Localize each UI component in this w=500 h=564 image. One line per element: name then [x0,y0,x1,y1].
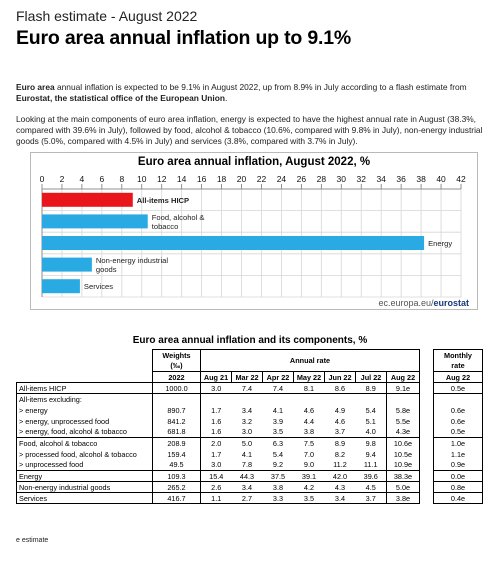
table-cell: 10.5e [387,449,420,460]
table-cell: 5.0 [232,438,263,449]
table-cell: 3.7 [356,493,387,504]
x-tick-label: 34 [376,174,386,184]
bar-label-4: Services [83,282,114,292]
table-cell: 681.8 [153,427,201,438]
monthly-row [434,438,483,449]
table-cell: 3.9 [272,416,284,426]
bar-1 [42,214,148,228]
bar-0 [42,193,133,207]
bar-4 [42,279,80,293]
inflation-table [16,349,420,504]
table-cell: 49.5 [153,460,201,471]
monthly-row [434,383,483,394]
table-row [17,427,420,438]
row-label: Non-energy industrial goods [17,482,153,493]
table-cell [201,394,232,405]
table-cell: 37.5 [263,471,294,482]
table-cell: 890.7 [153,405,201,416]
table-row [17,383,420,394]
monthly-row [434,460,483,471]
table-cell: 3.8 [303,427,315,437]
table-cell: 6.3 [263,438,294,449]
x-tick-label: 30 [336,174,347,184]
monthly-row [434,493,483,504]
table-cell: 4.1 [272,405,284,415]
table-cell: 3.2 [241,416,253,426]
table-cell: 3.0 [201,383,232,394]
table-cell: 8.9 [325,438,356,449]
monthly-body [434,383,483,504]
row-label: All-items HICP [17,383,153,394]
table-cell: 9.0 [303,460,315,470]
table-cell: 8.6 [325,383,356,394]
table-row [17,394,420,405]
table-cell: 5.0e [387,482,420,493]
table-cell: 1.6 [211,427,222,437]
monthly-header: Monthly [434,350,483,361]
table-cell: 3.7 [334,427,346,437]
row-label: Services [17,493,153,504]
monthly-cell: 0.0e [434,471,483,482]
table-cell: 3.0 [211,460,222,470]
table-cell: 38.3e [387,471,420,482]
table-cell: 8.9 [356,383,387,394]
row-label: > processed food, alcohol & tobacco [17,449,153,460]
table-cell: 5.5e [387,416,420,427]
table-cell: 5.4 [356,405,387,416]
table-cell [387,394,420,405]
table-cell: 841.2 [153,416,201,427]
table-cell: 4.0 [356,427,387,438]
x-tick-label: 8 [119,174,125,184]
x-tick-label: 14 [176,174,187,184]
table-cell: 4.1 [241,449,253,459]
bar-2 [42,236,424,250]
table-title: Euro area annual inflation and its components, % [132,335,368,346]
table-cell: 39.1 [294,471,325,482]
table-cell: 5.8e [387,405,420,416]
column-header-row [17,372,420,383]
monthly-cell: 1.0e [434,438,483,449]
table-cell: 9.1e [387,383,420,394]
table-cell: 265.2 [153,482,201,493]
x-tick-label: 16 [196,174,207,184]
table-row [17,449,420,460]
row-label: > unprocessed food [17,460,153,471]
table-cell: 4.3e [387,427,420,438]
x-tick-label: 18 [216,174,227,184]
x-tick-label: 36 [396,174,406,184]
table-cell: 4.4 [303,416,315,426]
x-tick-label: 10 [137,174,147,184]
monthly-row [434,449,483,460]
table-cell: 2.6 [201,482,232,493]
x-tick-label: 20 [236,174,247,184]
table-cell: 1000.0 [153,383,201,394]
monthly-rate-table [433,349,483,504]
x-tick-label: 26 [296,174,307,184]
column-header: 2022 [153,372,201,383]
x-tick-label: 40 [436,174,446,184]
table-cell: 1.1 [201,493,232,504]
table-cell: 3.5 [294,493,325,504]
monthly-cell [434,394,483,405]
table-row [17,482,420,493]
row-label: Food, alcohol & tobacco [17,438,153,449]
monthly-cell: 0.9e [434,460,483,471]
intro-text: annual inflation is expected to be 9.1% in August 2022, up from 8.9% in July according to a flash estimate from [54,82,467,92]
table-cell: 5.1 [356,416,387,427]
chart-title: Euro area annual inflation, August 2022, % [137,156,371,168]
table-cell: 10.9e [387,460,420,471]
table-cell: 11.2 [333,460,347,470]
table-cell: 9.2 [272,460,284,470]
bar-label-0: All-items HICP [136,195,190,205]
table-cell: 3.4 [241,405,253,415]
column-header: Aug 22 [387,372,420,383]
table-cell [325,394,356,405]
table-cell: 4.3 [325,482,356,493]
table-cell: 416.7 [153,493,201,504]
weights-header: Weights [153,350,201,361]
table-cell: 7.0 [303,449,315,459]
table-cell: 208.9 [153,438,201,449]
table-row [17,493,420,504]
table-cell: 3.0 [241,427,253,437]
x-tick-label: 0 [39,174,45,184]
table-cell [356,394,387,405]
table-cell: 1.7 [211,405,222,415]
table-corner [17,350,153,361]
weights-unit: (‰) [153,361,201,372]
column-header: Jul 22 [356,372,387,383]
table-cell: 4.6 [303,405,315,415]
table-cell: 11.1 [356,460,387,471]
monthly-column-header: Aug 22 [434,372,483,383]
x-tick-label: 32 [356,174,366,184]
table-cell: 3.8e [387,493,420,504]
table-cell: 8.1 [294,383,325,394]
x-tick-label: 38 [416,174,426,184]
table-cell: 7.8 [241,460,253,470]
table-cell: 1.6 [211,416,222,426]
table-cell: 3.8 [263,482,294,493]
table-cell: 3.4 [232,482,263,493]
x-tick-label: 12 [156,174,167,184]
table-cell: 3.3 [263,493,294,504]
table-row [17,438,420,449]
x-tick-label: 6 [99,174,105,184]
monthly-cell: 0.4e [434,493,483,504]
intro-end: . [224,93,228,104]
monthly-header-rate: rate [434,361,483,372]
table-cell: 3.4 [325,493,356,504]
row-label: > energy [17,405,153,416]
table-row [17,416,420,427]
monthly-cell: 1.1e [434,449,483,460]
row-label: > energy, unprocessed food [17,416,153,427]
x-tick-label: 28 [316,174,327,184]
monthly-cell: 0.6e [434,405,483,416]
column-header: Aug 21 [201,372,232,383]
column-header: May 22 [294,372,325,383]
page-kicker: Flash estimate - August 2022 [16,8,198,24]
footnote: e estimate [16,537,49,544]
monthly-cell: 0.5e [434,427,483,438]
intro-source: Eurostat, the statistical office of the European Union [16,93,225,104]
bar-3 [42,258,92,272]
column-header: Apr 22 [263,372,294,383]
table-cell: 10.6e [387,438,420,449]
monthly-row [434,471,483,482]
table-cell: 4.9 [334,405,346,415]
table-row [17,405,420,416]
page-headline: Euro area annual inflation up to 9.1% [16,27,351,49]
table-cell: 2.0 [201,438,232,449]
table-cell: 15.4 [201,471,232,482]
table-cell [263,394,294,405]
table-cell: 5.4 [272,449,284,459]
table-corner-3 [17,372,153,383]
column-header: Mar 22 [232,372,263,383]
chart-source-brand: eurostat [433,298,469,308]
x-tick-label: 2 [59,174,65,184]
table-cell: 42.0 [325,471,356,482]
inflation-chart [30,152,478,310]
monthly-cell: 0.5e [434,383,483,394]
intro-paragraph [16,82,486,104]
table-cell: 9.8 [356,438,387,449]
x-tick-label: 22 [256,174,267,184]
chart-source-url: ec.europa.eu/ [378,298,434,308]
table-cell: 7.4 [263,383,294,394]
table-cell: 3.5 [272,427,284,437]
components-paragraph: Looking at the main components of euro area inflation, energy is expected to have the highest annual rate in August (38.3%, compared with 39.6% in July), followed by food, alcohol & tobacco (10.6%, compared with 9.8% in July), non-energy industrial goods (5.0%, compared with 4.5% in July) and services (3.8%, compared with 3.7% in July). [16,114,483,147]
row-label: > energy, food, alcohol & tobacco [17,427,153,438]
table-row [17,471,420,482]
table-corner-2 [17,361,153,372]
row-label: All-items excluding: [17,394,153,405]
table-cell: 2.7 [232,493,263,504]
table-cell [232,394,263,405]
table-cell: 4.2 [294,482,325,493]
bar-label-3: goods [95,265,117,275]
table-cell: 7.4 [232,383,263,394]
table-cell: 109.3 [153,471,201,482]
monthly-row [434,482,483,493]
monthly-row [434,405,483,416]
table-cell: 8.2 [334,449,346,459]
annual-rate-header: Annual rate [201,350,420,372]
x-tick-label: 42 [456,174,466,184]
table-cell: 7.5 [294,438,325,449]
table-cell: 159.4 [153,449,201,460]
monthly-cell: 0.8e [434,482,483,493]
chart-source [378,298,469,308]
monthly-cell: 0.6e [434,416,483,427]
table-cell: 4.6 [334,416,346,426]
table-cell [153,394,201,405]
intro-lead: Euro area [16,82,55,92]
table-row [17,460,420,471]
table-cell: 44.3 [232,471,263,482]
bar-label-1: Food, alcohol & [151,212,205,222]
monthly-row [434,416,483,427]
bar-label-1: tobacco [151,221,179,231]
row-label: Energy [17,471,153,482]
table-body [17,383,420,504]
x-tick-label: 4 [79,174,85,184]
bar-label-3: Non-energy industrial [95,256,169,266]
table-cell: 9.4 [356,449,387,460]
monthly-row [434,427,483,438]
table-cell: 39.6 [356,471,387,482]
table-cell [294,394,325,405]
chart-svg [31,153,479,311]
table-cell: 1.7 [211,449,222,459]
table-cell: 4.5 [356,482,387,493]
x-tick-label: 24 [276,174,287,184]
bar-label-2: Energy [428,239,453,248]
monthly-row [434,394,483,405]
column-header: Jun 22 [325,372,356,383]
